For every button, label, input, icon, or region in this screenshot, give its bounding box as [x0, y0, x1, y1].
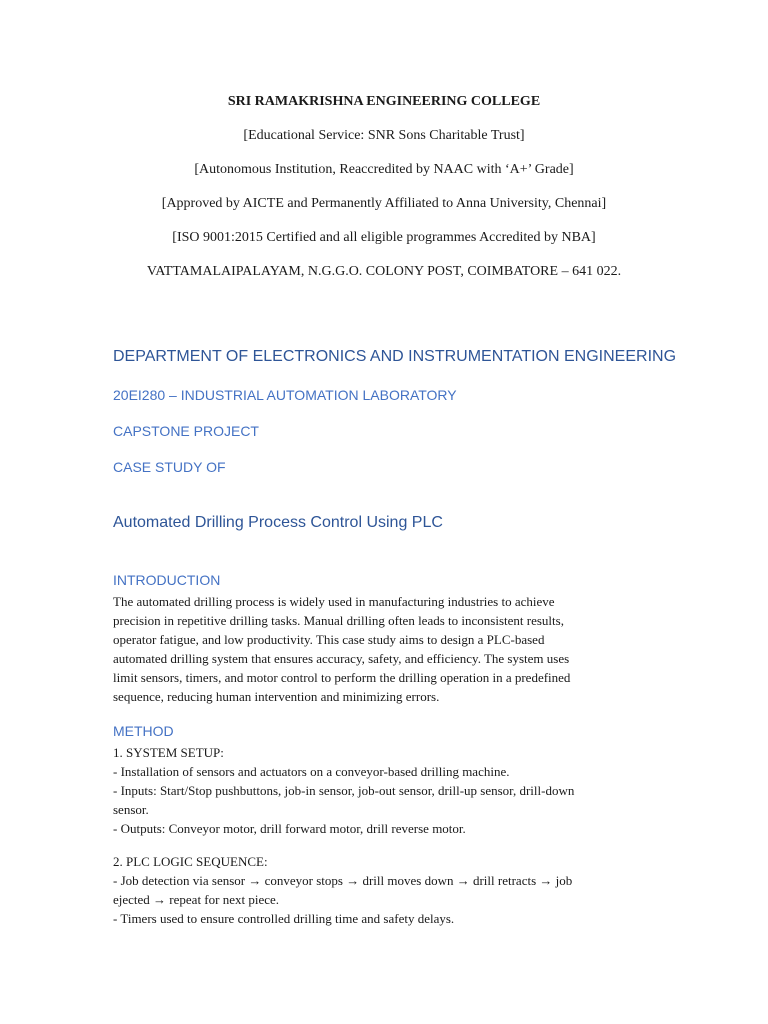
setup-line: sensor. — [113, 802, 149, 817]
project-title: Automated Drilling Process Control Using PLC — [113, 514, 443, 531]
college-name: SRI RAMAKRISHNA ENGINEERING COLLEGE — [227, 94, 541, 109]
system-setup-block — [113, 743, 653, 838]
introduction-paragraph — [113, 592, 653, 706]
setup-line: 1. SYSTEM SETUP: — [113, 745, 224, 760]
intro-line: sequence, reducing human intervention and minimizing errors. — [113, 689, 440, 704]
method-heading: METHOD — [113, 723, 174, 739]
intro-line: automated drilling system that ensures accuracy, safety, and efficiency. The system uses — [113, 651, 570, 666]
setup-line: - Outputs: Conveyor motor, drill forward motor, drill reverse motor. — [113, 821, 466, 836]
logic-line: ejected → repeat for next piece. — [113, 892, 280, 907]
plc-logic-block — [113, 852, 653, 928]
logic-line: 2. PLC LOGIC SEQUENCE: — [113, 854, 268, 869]
approval-line: [Approved by AICTE and Permanently Affiliated to Anna University, Chennai] — [161, 196, 607, 211]
intro-line: The automated drilling process is widely used in manufacturing industries to achieve — [113, 594, 555, 609]
logic-line: - Job detection via sensor → conveyor stops → drill moves down → drill retracts → job — [113, 873, 573, 888]
intro-line: precision in repetitive drilling tasks. Manual drilling often leads to inconsistent results, — [113, 613, 564, 628]
logic-line: - Timers used to ensure controlled drilling time and safety delays. — [113, 911, 455, 926]
autonomous-line: [Autonomous Institution, Reaccredited by NAAC with ‘A+’ Grade] — [194, 162, 574, 177]
service-line: [Educational Service: SNR Sons Charitable Trust] — [243, 128, 525, 143]
setup-line: - Installation of sensors and actuators on a conveyor-based drilling machine. — [113, 764, 510, 779]
intro-line: operator fatigue, and low productivity. This case study aims to design a PLC-based — [113, 632, 545, 647]
address-line: VATTAMALAIPALAYAM, N.G.G.O. COLONY POST, COIMBATORE – 641 022. — [146, 264, 622, 279]
case-study-heading: CASE STUDY OF — [113, 459, 226, 475]
capstone-heading: CAPSTONE PROJECT — [113, 423, 259, 439]
setup-line: - Inputs: Start/Stop pushbuttons, job-in sensor, job-out sensor, drill-up sensor, drill-down — [113, 783, 575, 798]
introduction-heading: INTRODUCTION — [113, 572, 221, 588]
intro-line: limit sensors, timers, and motor control to perform the drilling operation in a predefined — [113, 670, 571, 685]
iso-line: [ISO 9001:2015 Certified and all eligible programmes Accredited by NBA] — [172, 230, 596, 245]
course-heading: 20EI280 – INDUSTRIAL AUTOMATION LABORATORY — [113, 387, 457, 403]
department-heading: DEPARTMENT OF ELECTRONICS AND INSTRUMENTATION ENGINEERING — [113, 348, 677, 365]
